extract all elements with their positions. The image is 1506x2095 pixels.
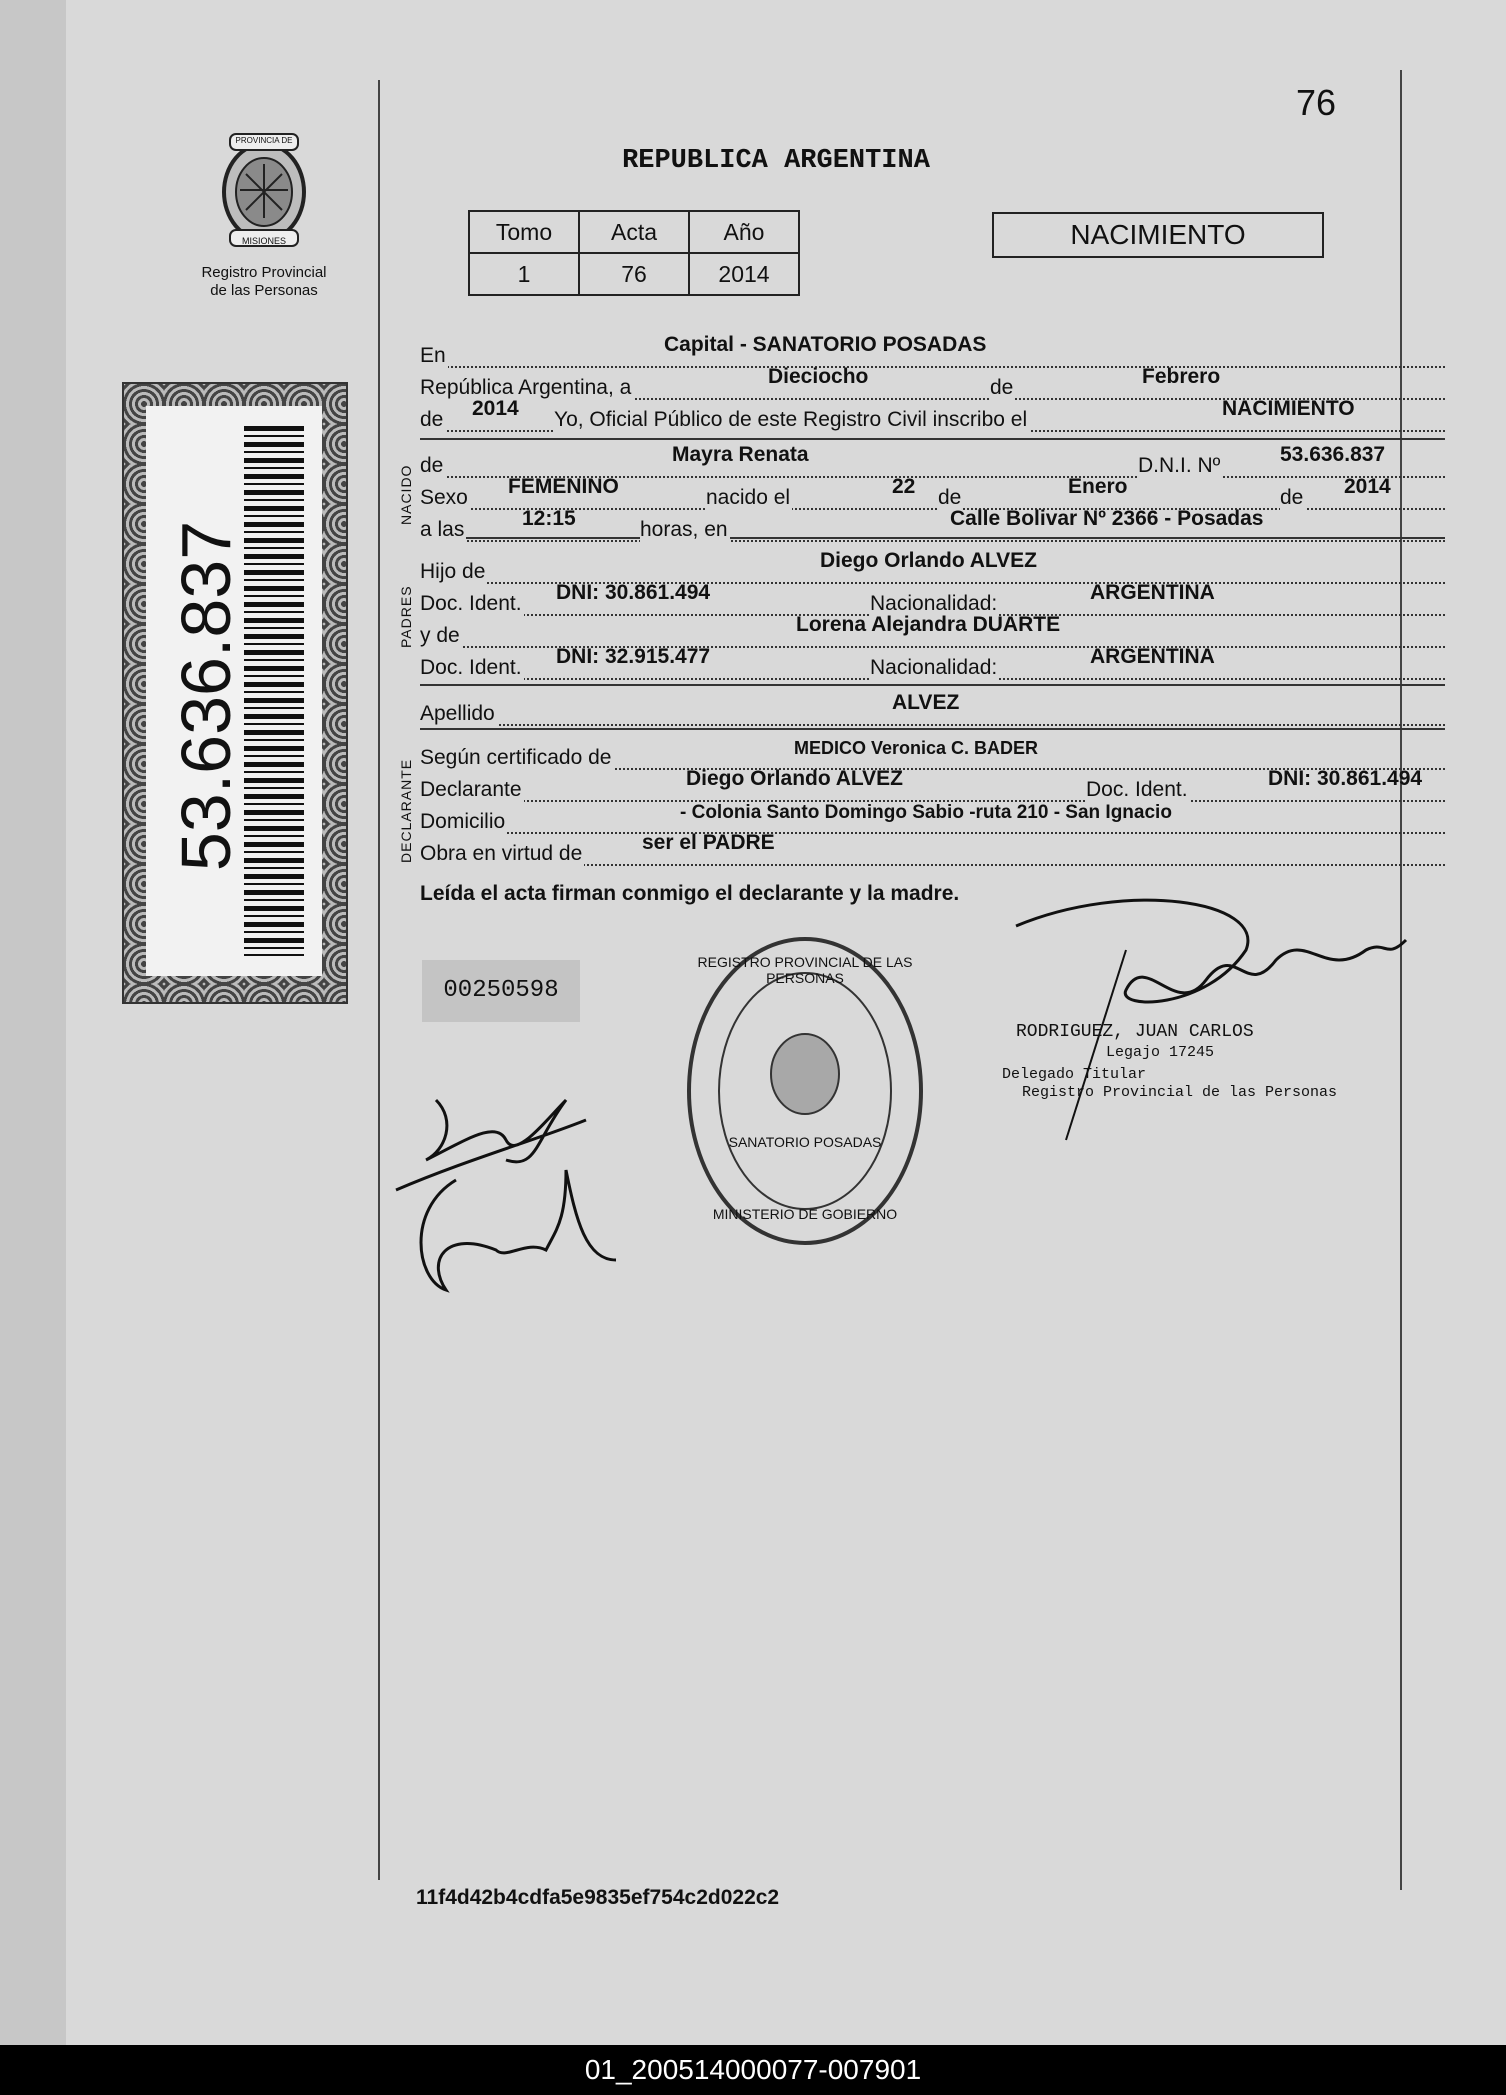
value-doc-father: DNI: 30.861.494 bbox=[556, 581, 711, 604]
row-year bbox=[420, 397, 1445, 434]
section-label-declarante: DECLARANTE bbox=[398, 758, 414, 863]
value-sexo: FEMENINO bbox=[508, 475, 619, 498]
value-child-name: Mayra Renata bbox=[672, 443, 809, 466]
label-inscribo: Yo, Oficial Público de este Registro Civil inscribo el bbox=[554, 408, 1028, 431]
left-frame-line bbox=[378, 80, 380, 1880]
official-office: Registro Provincial de las Personas bbox=[1022, 1084, 1338, 1101]
official-signature-drawing bbox=[1006, 890, 1426, 1150]
closing-text: Leída el acta firman conmigo el declarante y la madre. bbox=[420, 882, 960, 905]
seal-inner-text: SANATORIO POSADAS bbox=[728, 1134, 882, 1150]
serial-stamp: 00250598 bbox=[422, 960, 580, 1022]
declarant-signature-drawing bbox=[386, 1060, 726, 1300]
value-nac-father: ARGENTINA bbox=[1090, 581, 1215, 604]
label-y-de: y de bbox=[420, 624, 460, 647]
value-domicilio: - Colonia Santo Domingo Sabio -ruta 210 - San Ignacio bbox=[680, 802, 1172, 823]
seal-outer-text: REGISTRO PROVINCIAL DE LAS PERSONAS bbox=[697, 954, 913, 986]
label-sexo: Sexo bbox=[420, 486, 468, 509]
separator-top bbox=[420, 438, 1445, 440]
seal-bottom-text: MINISTERIO DE GOBIERNO bbox=[712, 1206, 898, 1222]
row-obra bbox=[420, 831, 1445, 868]
label-de-birth-year: de bbox=[1280, 486, 1304, 509]
row-declarante bbox=[420, 767, 1445, 804]
value-month: Febrero bbox=[1142, 365, 1221, 388]
barcode-dni-text: 53.636.837 bbox=[167, 520, 245, 872]
barcode-label bbox=[146, 406, 322, 976]
label-certificado: Según certificado de bbox=[420, 746, 612, 769]
scan-left-edge bbox=[0, 0, 67, 2045]
footer-code: 01_200514000077-007901 bbox=[0, 2045, 1506, 2095]
value-ano: 2014 bbox=[689, 253, 799, 295]
value-hora: 12:15 bbox=[522, 507, 576, 530]
value-en: Capital - SANATORIO POSADAS bbox=[664, 333, 987, 356]
value-day-text: Dieciocho bbox=[768, 365, 869, 388]
document-hash: 11f4d42b4cdfa5e9835ef754c2d022c2 bbox=[416, 1886, 780, 1909]
registry-name-line1: Registro Provincial bbox=[201, 264, 327, 281]
value-doc-mother: DNI: 32.915.477 bbox=[556, 645, 711, 668]
official-title: Delegado Titular bbox=[1002, 1066, 1147, 1083]
official-legajo: Legajo 17245 bbox=[1106, 1044, 1215, 1061]
label-doc-declarante: Doc. Ident. bbox=[1086, 778, 1188, 801]
official-name: RODRIGUEZ, JUAN CARLOS bbox=[1016, 1022, 1254, 1042]
value-apellido: ALVEZ bbox=[892, 691, 960, 714]
label-de-birth-month: de bbox=[938, 486, 962, 509]
value-mother: Lorena Alejandra DUARTE bbox=[796, 613, 1061, 636]
label-republica: República Argentina, a bbox=[420, 376, 632, 399]
label-nacido-el: nacido el bbox=[706, 486, 791, 509]
value-doc-declarante: DNI: 30.861.494 bbox=[1268, 767, 1423, 790]
value-declarante: Diego Orlando ALVEZ bbox=[686, 767, 904, 790]
value-birth-day: 22 bbox=[892, 475, 916, 498]
row-apellido bbox=[420, 691, 1445, 728]
label-doc-mother: Doc. Ident. bbox=[420, 656, 522, 679]
value-tomo: 1 bbox=[469, 253, 579, 295]
header-tomo: Tomo bbox=[469, 211, 579, 253]
registry-name-line2: de las Personas bbox=[210, 282, 318, 299]
value-father: Diego Orlando ALVEZ bbox=[820, 549, 1038, 572]
label-de-name: de bbox=[420, 454, 444, 477]
emblem-top-text: PROVINCIA DE bbox=[235, 136, 293, 145]
value-year: 2014 bbox=[472, 397, 519, 420]
separator-padres bbox=[420, 684, 1445, 686]
label-dni: D.N.I. Nº bbox=[1138, 454, 1221, 477]
label-hijo-de: Hijo de bbox=[420, 560, 486, 583]
value-birth-month: Enero bbox=[1068, 475, 1128, 498]
emblem-bottom-text: MISIONES bbox=[241, 236, 286, 246]
value-birth-place: Calle Bolivar Nº 2366 - Posadas bbox=[950, 507, 1264, 530]
header-acta: Acta bbox=[579, 211, 689, 253]
misiones-emblem bbox=[216, 130, 312, 250]
value-inscribo: NACIMIENTO bbox=[1222, 397, 1355, 420]
row-doc-mother bbox=[420, 645, 1445, 682]
barcode-bars bbox=[244, 426, 304, 956]
label-nac-mother: Nacionalidad: bbox=[870, 656, 998, 679]
label-horas-en: horas, en bbox=[640, 518, 728, 541]
label-a-las: a las bbox=[420, 518, 465, 541]
label-de-month: de bbox=[990, 376, 1014, 399]
value-obra: ser el PADRE bbox=[642, 831, 775, 854]
record-type-box: NACIMIENTO bbox=[992, 212, 1324, 258]
document-page bbox=[66, 0, 1506, 2045]
label-en: En bbox=[420, 344, 446, 367]
section-label-nacido: NACIDO bbox=[398, 464, 414, 525]
value-birth-year: 2014 bbox=[1344, 475, 1391, 498]
label-domicilio: Domicilio bbox=[420, 810, 506, 833]
header-ano: Año bbox=[689, 211, 799, 253]
value-child-dni: 53.636.837 bbox=[1280, 443, 1386, 466]
barcode-security-frame bbox=[122, 382, 348, 1004]
value-nac-mother: ARGENTINA bbox=[1090, 645, 1215, 668]
value-acta: 76 bbox=[579, 253, 689, 295]
row-domicilio bbox=[420, 802, 1445, 836]
row-hora bbox=[420, 507, 1445, 544]
label-nac-father: Nacionalidad: bbox=[870, 592, 998, 615]
separator-apellido bbox=[420, 728, 1445, 730]
label-doc-father: Doc. Ident. bbox=[420, 592, 522, 615]
label-obra: Obra en virtud de bbox=[420, 842, 583, 865]
value-certificado: MEDICO Veronica C. BADER bbox=[794, 738, 1039, 758]
country-title: REPUBLICA ARGENTINA bbox=[622, 146, 930, 176]
row-en bbox=[420, 333, 1445, 370]
emblem-icon bbox=[216, 130, 312, 250]
label-declarante: Declarante bbox=[420, 778, 522, 801]
official-signature bbox=[1006, 890, 1426, 1150]
page-number: 76 bbox=[1296, 82, 1337, 123]
section-label-padres: PADRES bbox=[398, 585, 414, 648]
declarant-signatures bbox=[386, 1060, 726, 1300]
record-table bbox=[468, 210, 800, 296]
label-de-year: de bbox=[420, 408, 444, 431]
label-apellido: Apellido bbox=[420, 702, 495, 725]
